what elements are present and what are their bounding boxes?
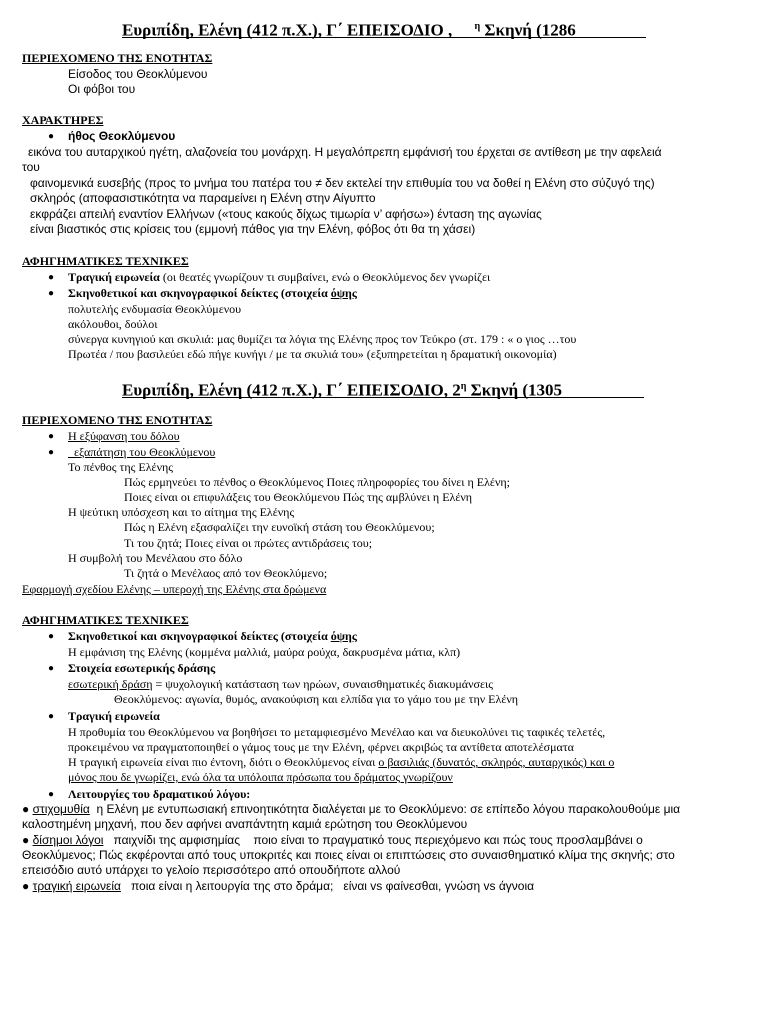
- section1-content-heading: ΠΕΡΙΕΧΟΜΕΝΟ ΤΗΣ ΕΝΟΤΗΤΑΣ: [22, 51, 213, 65]
- section2-content-bullet: εξαπάτηση του Θεοκλύμενου: [68, 445, 216, 459]
- section2-stich-text: η Ελένη με εντυπωσιακή επινοητικότητα διαλέγεται με το Θεοκλύμενο: σε επίπεδο λόγου παρακολουθούμε μια: [89, 802, 681, 816]
- section2-content-line: Τι του ζητά; Ποιες είναι οι πρώτες αντιδράσεις του;: [124, 536, 373, 550]
- section2-ambig-line3: επεισόδιο αυτό υπάρχει το γελοίο περισσότερο από οπουδήποτε αλλού: [22, 863, 401, 877]
- section1-stage-bold-u: όψης: [330, 286, 357, 300]
- section1-character-line: σκληρός (αποφασιστικότητα να παραμείνει η Ελένη στην Αίγυπτο: [30, 191, 376, 205]
- section2-techniques-heading: ΑΦΗΓΗΜΑΤΙΚΕΣ ΤΕΧΝΙΚΕΣ: [22, 613, 189, 627]
- section2-inner-bold: Στοιχεία εσωτερικής δράσης: [68, 661, 216, 675]
- bullet-icon: ●: [22, 802, 33, 816]
- section1-stage-line: Πρωτέα / που βασιλεύει εδώ πήγε κυνήγι / με τα σκυλιά του» (εξυπηρετείται η δραματική οικονομία): [68, 347, 557, 361]
- section2-irony-line: [68, 755, 614, 770]
- section2-tragic-rest: ποια είναι η λειτουργία της στο δράμα; είναι vs φαίνεσθαι, γνώση vs άγνοια: [120, 879, 535, 893]
- section2-inner-line: [68, 677, 493, 692]
- section2-irony-bold: Τραγική ειρωνεία: [68, 709, 160, 723]
- bullet-icon: ●: [48, 631, 55, 642]
- section1-irony-bold: Τραγική ειρωνεία: [68, 270, 160, 284]
- section2-stich-u: στιχομυθία: [32, 802, 90, 816]
- section1-techniques-heading: ΑΦΗΓΗΜΑΤΙΚΕΣ ΤΕΧΝΙΚΕΣ: [22, 254, 189, 268]
- bullet-icon: ●: [48, 431, 55, 442]
- bullet-icon: ●: [48, 663, 55, 674]
- bullet-icon: ●: [48, 447, 55, 458]
- bullet-icon: ●: [48, 711, 55, 722]
- section1-character-line: φαινομενικά ευσεβής (προς το μνήμα του πατέρα του ≠ δεν εκτελεί την επιθυμία του να δοθεί η Ελένη στο σύζυγό της): [30, 176, 655, 190]
- section2-stich-line2: καλοστημένη μηχανή, που δεν αφήνει αναπάντητη καμιά ερώτηση του Θεοκλύμενου: [22, 817, 468, 831]
- section1-stage-line: σύνεργα κυνηγιού και σκυλιά: μας θυμίζει τα λόγια της Ελένης προς τον Τεύκρο (στ. 179 : « ο γιος …του: [68, 332, 577, 346]
- bullet-icon: ●: [48, 272, 55, 283]
- section1-title-underline: [122, 37, 646, 38]
- section2-ambig-u: δίσημοι λόγοι: [32, 833, 104, 847]
- section1-stage-line: ακόλουθοι, δούλοι: [68, 317, 158, 331]
- section2-title-scene: Σκηνή (1305: [470, 380, 563, 400]
- section2-inner-theo: Θεοκλύμενος: αγωνία, θυμός, ανακούφιση και ελπίδα για το γάμο του με την Ελένη: [114, 692, 519, 706]
- section1-character-line: εικόνα του αυταρχικού ηγέτη, αλαζονεία του μονάρχη. Η μεγαλόπρεπη εμφάνισή του έρχεται σε αντίθεση με την αφελειά: [28, 145, 662, 159]
- section1-stage-item: [68, 286, 357, 301]
- section2-tragic-u: τραγική ειρωνεία: [32, 879, 121, 893]
- section2-content-line: Η συμβολή του Μενέλαου στο δόλο: [68, 551, 243, 565]
- section2-inner-rest: = ψυχολογική κατάσταση των ηρώων, συναισθηματικές διακυμάνσεις: [152, 677, 493, 691]
- bullet-icon: ●: [48, 131, 55, 142]
- section2-ambig-text: παιχνίδι της αμφισημίας ποιο είναι το πραγματικό τους περιεχόμενο και πώς τους προσλαμβάνει ο: [103, 833, 643, 847]
- bullet-icon: ●: [22, 833, 33, 847]
- section2-title-underline: [122, 397, 644, 398]
- section1-title-main: Ευριπίδη, Ελένη (412 π.Χ.), Γ΄ ΕΠΕΙΣΟΔΙΟ ,: [122, 20, 453, 40]
- section2-irony-u2: μόνος που δε γνωρίζει, ενώ όλα τα υπόλοιπα πρόσωπα του δράματος γνωρίζουν: [68, 770, 453, 784]
- section1-title-scene: Σκηνή (1286: [484, 20, 576, 40]
- section2-irony-line: Η προθυμία του Θεοκλύμενου να βοηθήσει το μεταμφιεσμένο Μενέλαο και να διευκολύνει τις ταφικές τελετές,: [68, 725, 606, 739]
- section1-character-line: εκφράζει απειλή εναντίον Ελλήνων («τους κακούς δίχως τιμωρία ν’ αφήσω») ένταση της αγωνίας: [30, 207, 542, 221]
- section2-content-bullet: Η εξύφανση του δόλου: [68, 429, 180, 443]
- section1-character-bullet: ήθος Θεοκλύμενου: [68, 129, 176, 143]
- section2-content-line: Πώς ερμηνεύει το πένθος ο Θεοκλύμενος Ποιες πληροφορίες του δίνει η Ελένη;: [124, 475, 511, 489]
- section2-stich-line: [22, 802, 680, 817]
- section2-ambig-line: [22, 833, 643, 848]
- section1-irony-item: [68, 270, 490, 285]
- section2-irony-u1: ο βασιλιάς (δυνατός, σκληρός, αυταρχικός) και ο: [378, 755, 615, 769]
- section2-title-main: Ευριπίδη, Ελένη (412 π.Χ.), Γ΄ ΕΠΕΙΣΟΔΙΟ, 2: [122, 380, 461, 400]
- section2-content-line: Εφαρμογή σχεδίου Ελένης – υπεροχή της Ελένης στα δρώμενα: [22, 582, 327, 596]
- section1-irony-text: (οι θεατές γνωρίζουν τι συμβαίνει, ενώ ο Θεοκλύμενος δεν γνωρίζει: [159, 270, 491, 284]
- section2-content-heading: ΠΕΡΙΕΧΟΜΕΝΟ ΤΗΣ ΕΝΟΤΗΤΑΣ: [22, 413, 213, 427]
- bullet-icon: ●: [22, 879, 33, 893]
- section2-irony-text: Η τραγική ειρωνεία είναι πιο έντονη, διότι ο Θεοκλύμενος είναι: [68, 755, 379, 769]
- section1-stage-bold: Σκηνοθετικοί και σκηνογραφικοί δείκτες (στοιχεία: [68, 286, 331, 300]
- section2-title-sup: η: [460, 381, 467, 392]
- bullet-icon: ●: [48, 288, 55, 299]
- section2-irony-line: προκειμένου να πραγματοποιηθεί ο γάμος τους με την Ελένη, φέρνει ακριβώς τα αντίθετα αποτελέσματα: [68, 740, 574, 754]
- section1-content-item: Οι φόβοι του: [68, 82, 136, 96]
- section2-tragic-line: [22, 879, 534, 894]
- section1-content-item: Είσοδος του Θεοκλύμενου: [68, 67, 208, 81]
- section2-content-line: Ποιες είναι οι επιφυλάξεις του Θεοκλύμενου Πώς της αμβλύνει η Ελένη: [124, 490, 473, 504]
- section2-stage-item: [68, 629, 357, 644]
- section2-inner-u: εσωτερική δράση: [68, 677, 153, 691]
- section2-content-line: Τι ζητά ο Μενέλαος από τον Θεοκλύμενο;: [124, 566, 328, 580]
- section1-stage-line: πολυτελής ενδυμασία Θεοκλύμενου: [68, 302, 242, 316]
- section2-ambig-line2: Θεοκλύμενος; Πώς εκφέρονται από τους υποκριτές και ποιες είναι οι επιπτώσεις στο συναισθηματικό κλίμα της σκηνής; στο: [22, 848, 675, 862]
- section1-character-line: του: [22, 160, 40, 174]
- section2-content-line: Το πένθος της Ελένης: [68, 460, 174, 474]
- section2-functions-bold: Λειτουργίες του δραματικού λόγου:: [68, 787, 251, 801]
- bullet-icon: ●: [48, 789, 55, 800]
- section2-stage-line: Η εμφάνιση της Ελένης (κομμένα μαλλιά, μαύρα ρούχα, δακρυσμένα μάτια, κλπ): [68, 645, 461, 659]
- section2-content-line: Η ψεύτικη υπόσχεση και το αίτημα της Ελένης: [68, 505, 295, 519]
- section2-stage-bold-u: όψης: [330, 629, 357, 643]
- section1-character-line: είναι βιαστικός στις κρίσεις του (εμμονή πάθος για την Ελένη, φόβος ότι θα τη χάσει): [30, 222, 476, 236]
- section2-stage-bold: Σκηνοθετικοί και σκηνογραφικοί δείκτες (στοιχεία: [68, 629, 331, 643]
- section1-title-sup: η: [474, 21, 481, 32]
- section2-content-line: Πώς η Ελένη εξασφαλίζει την ευνοϊκή στάση του Θεοκλύμενου;: [124, 520, 435, 534]
- section1-characters-heading: ΧΑΡΑΚΤΗΡΕΣ: [22, 113, 104, 127]
